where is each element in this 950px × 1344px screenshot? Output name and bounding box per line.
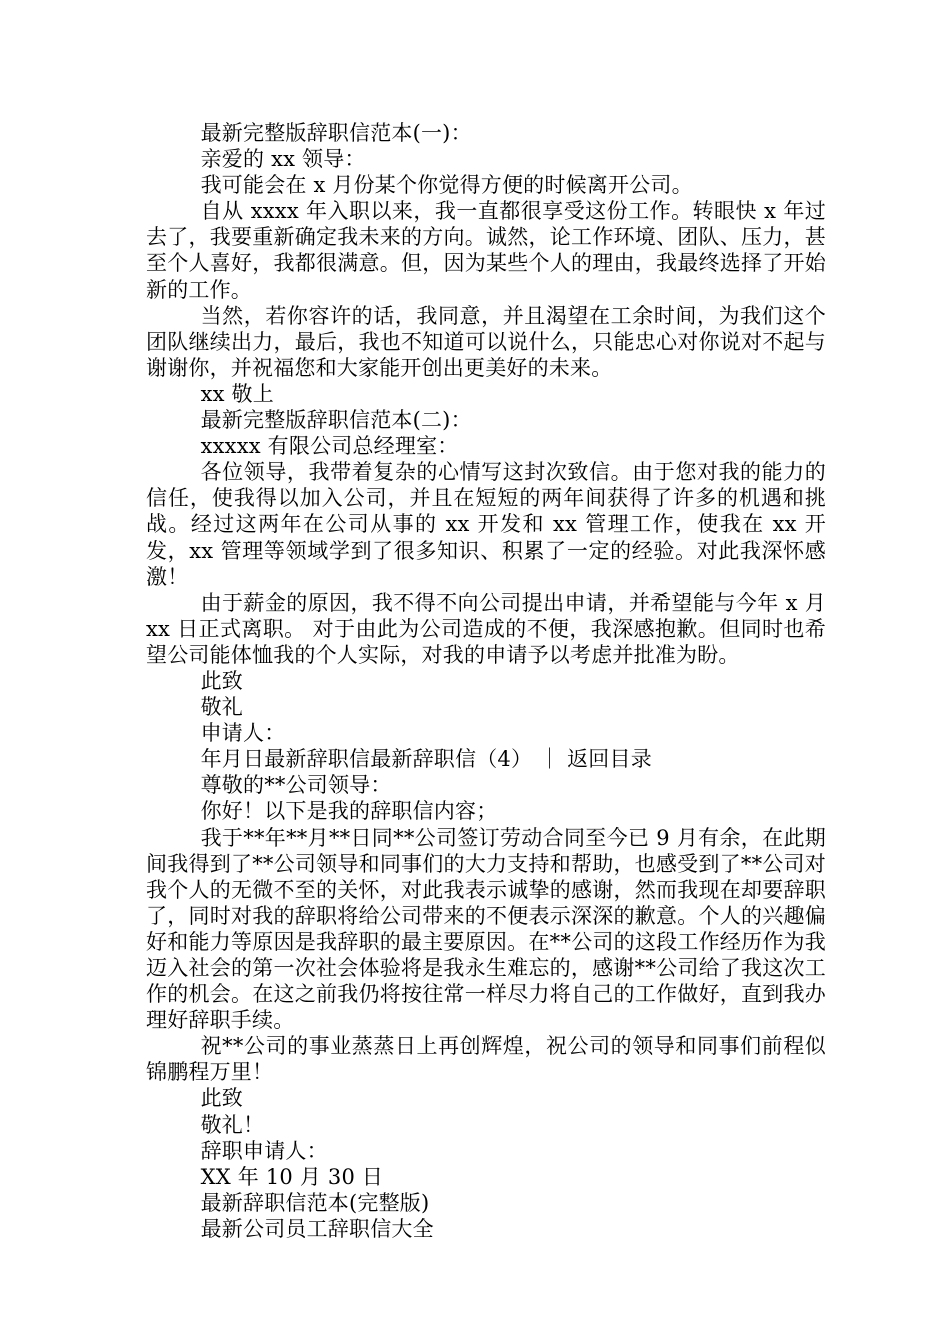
closing-line: 此致 xyxy=(200,668,243,693)
section-heading-1: 最新完整版辞职信范本(一)： xyxy=(200,121,472,145)
document-body xyxy=(146,120,826,1242)
body-paragraph: 祝**公司的事业蒸蒸日上再创辉煌，祝公司的领导和同事们前程似锦鹏程万里！ xyxy=(146,1034,826,1085)
body-paragraph: 各位领导，我带着复杂的心情写这封次致信。由于您对我的能力的信任，使我得以加入公司，并且在短短的两年间获得了许多的机遇和挑战。经过这两年在公司从事的 xx 开发和 xx 管理工作，使我在 xx 开发，xx 管理等领域学到了很多知识、积累了一定的经验。对此我深怀感激！ xyxy=(146,460,826,589)
salutation-2: xxxxx 有限公司总经理室： xyxy=(200,434,459,459)
related-title: 最新辞职信范本(完整版) xyxy=(200,1190,430,1215)
date-and-toc-line: 年月日最新辞职信最新辞职信（4） ｜ 返回目录 xyxy=(200,747,652,772)
greeting-line: 你好！以下是我的辞职信内容； xyxy=(200,799,498,824)
closing-line: 敬礼！ xyxy=(200,1112,265,1137)
salutation-3: 尊敬的**公司领导： xyxy=(200,773,392,798)
applicant-line: 申请人： xyxy=(200,721,286,746)
body-paragraph: 由于薪金的原因，我不得不向公司提出申请，并希望能与今年 x 月 xx 日正式离职。 对于由此为公司造成的不便，我深感抱歉。但同时也希望公司能体恤我的个人实际，对我的申请予以考虑并批准为盼。 xyxy=(146,590,826,667)
applicant-line: 辞职申请人： xyxy=(200,1138,328,1163)
signature-1: xx 敬上 xyxy=(200,381,274,406)
date-line: XX 年 10 月 30 日 xyxy=(200,1164,384,1189)
closing-line: 敬礼 xyxy=(200,695,243,720)
closing-line: 此致 xyxy=(200,1086,243,1111)
section-heading-2: 最新完整版辞职信范本(二)： xyxy=(200,408,472,433)
body-paragraph: 我于**年**月**日同**公司签订劳动合同至今已 9 月有余，在此期间我得到了**公司领导和同事们的大力支持和帮助，也感受到了**公司对我个人的无微不至的关怀，对此我表示诚挚的感谢，然而我现在却要辞职了，同时对我的辞职将给公司带来的不便表示深深的歉意。个人的兴趣偏好和能力等原因是我辞职的最主要原因。在**公司的这段工作经历作为我迈入社会的第一次社会体验将是我永生难忘的，感谢**公司给了我这次工作的机会。在这之前我仍将按往常一样尽力将自己的工作做好，直到我办理好辞职手续。 xyxy=(146,825,826,1033)
salutation-1: 亲爱的 xx 领导： xyxy=(200,147,366,172)
related-title: 最新公司员工辞职信大全 xyxy=(200,1216,434,1241)
body-paragraph: 自从 xxxx 年入职以来，我一直都很享受这份工作。转眼快 x 年过去了，我要重新确定我未来的方向。诚然，论工作环境、团队、压力，甚至个人喜好，我都很满意。但，因为某些个人的理由，我最终选择了开始新的工作。 xyxy=(146,199,826,302)
body-paragraph: 我可能会在 x 月份某个你觉得方便的时候离开公司。 xyxy=(200,173,693,198)
body-paragraph: 当然，若你容许的话，我同意，并且渴望在工余时间，为我们这个团队继续出力，最后，我也不知道可以说什么，只能忠心对你说对不起与谢谢你，并祝福您和大家能开创出更美好的未来。 xyxy=(146,303,826,380)
